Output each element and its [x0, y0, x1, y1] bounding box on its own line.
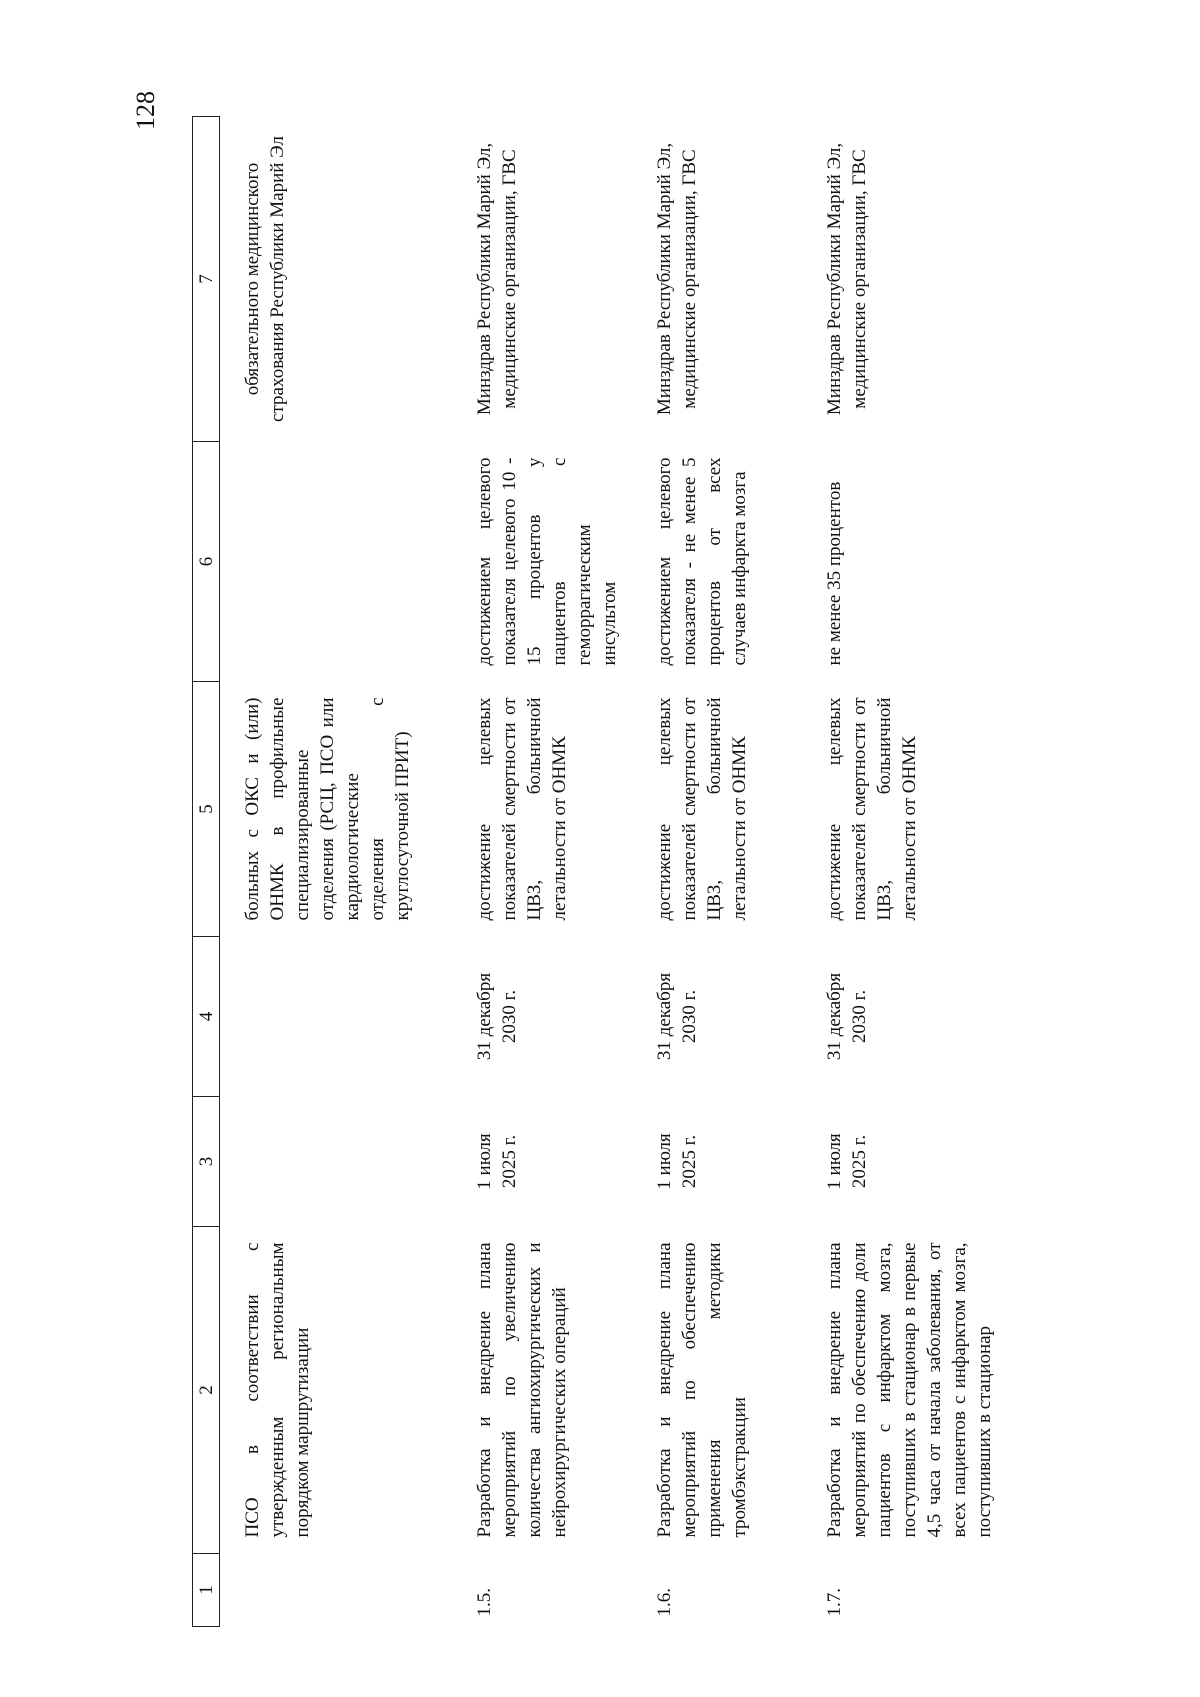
end-date-cell: 31 декабря 2030 г. — [824, 972, 870, 1061]
measure-cell: Разработка и внедрение плана мероприятий по увеличению количества ангиохирургических и нейрохирургических операций — [474, 1242, 570, 1538]
column-header: 3 — [193, 1097, 220, 1227]
measure-cell: Разработка и внедрение плана мероприятий по обеспечению применения методики тромбэкстракции — [654, 1242, 750, 1538]
end-date-cell — [220, 937, 451, 1097]
column-header: 1 — [193, 1554, 220, 1627]
column-header: 2 — [193, 1227, 220, 1554]
start-date-cell: 1 июля 2025 г. — [474, 1133, 520, 1190]
measure-cell: Разработка и внедрение плана мероприятий по обеспечению доли пациентов с инфарктом мозга, поступивших в стационар в первые 4,5 часа от начала заболевания, от всех пациентов с инфарктом мозга, поступивших в стационар — [824, 1242, 995, 1538]
result-cell: достижение целевых показателей смертности от ЦВЗ, больничной летальности от ОНМК — [824, 697, 920, 921]
result-cell: больных с ОКС и (или) ОНМК в профильные специализированные отделения (РСЦ, ПСО или кардиологические отделения с круглосуточной ПРИТ) — [242, 697, 413, 921]
executor-cell: Минздрав Республики Марий Эл, медицинские организации, ГВС — [474, 142, 520, 416]
table-row — [450, 117, 632, 1627]
measures-table-container — [192, 117, 995, 1627]
result-cell: достижение целевых показателей смертности от ЦВЗ, больничной летальности от ОНМК — [654, 697, 750, 921]
measures-table — [192, 116, 1007, 1627]
table-header-row — [193, 117, 220, 1627]
result-cell: достижение целевых показателей смертности от ЦВЗ, больничной летальности от ОНМК — [474, 697, 570, 921]
table-row — [632, 117, 802, 1627]
table-row — [802, 117, 1007, 1627]
end-date-cell: 31 декабря 2030 г. — [654, 972, 700, 1061]
executor-cell: Минздрав Республики Марий Эл, медицинские организации, ГВС — [654, 142, 700, 416]
indicator-cell: достижением целевого показателя целевого 10 - 15 процентов у пациентов с геморрагическим инсультом — [474, 457, 620, 666]
executor-cell: Минздрав Республики Марий Эл, медицинские организации, ГВС — [824, 142, 870, 416]
page-number: 128 — [131, 91, 160, 130]
row-number: 1.6. — [654, 1588, 675, 1617]
table-row — [220, 117, 451, 1627]
measure-cell: ПСО в соответствии с утвержденным региональным порядком маршрутизации — [242, 1242, 313, 1538]
start-date-cell: 1 июля 2025 г. — [654, 1133, 700, 1190]
column-header: 4 — [193, 937, 220, 1097]
column-header: 7 — [193, 117, 220, 442]
indicator-cell — [220, 442, 451, 682]
row-number: 1.5. — [474, 1588, 495, 1617]
column-header: 5 — [193, 682, 220, 937]
row-number — [220, 1554, 451, 1627]
start-date-cell: 1 июля 2025 г. — [824, 1133, 870, 1190]
row-number: 1.7. — [824, 1588, 845, 1617]
column-header: 6 — [193, 442, 220, 682]
indicator-cell: не менее 35 процентов — [824, 481, 845, 666]
executor-cell: обязательного медицинского страхования Республики Марий Эл — [242, 136, 288, 422]
end-date-cell: 31 декабря 2030 г. — [474, 972, 520, 1061]
start-date-cell — [220, 1097, 451, 1227]
indicator-cell: достижением целевого показателя - не менее 5 процентов от всех случаев инфаркта мозга — [654, 457, 750, 666]
